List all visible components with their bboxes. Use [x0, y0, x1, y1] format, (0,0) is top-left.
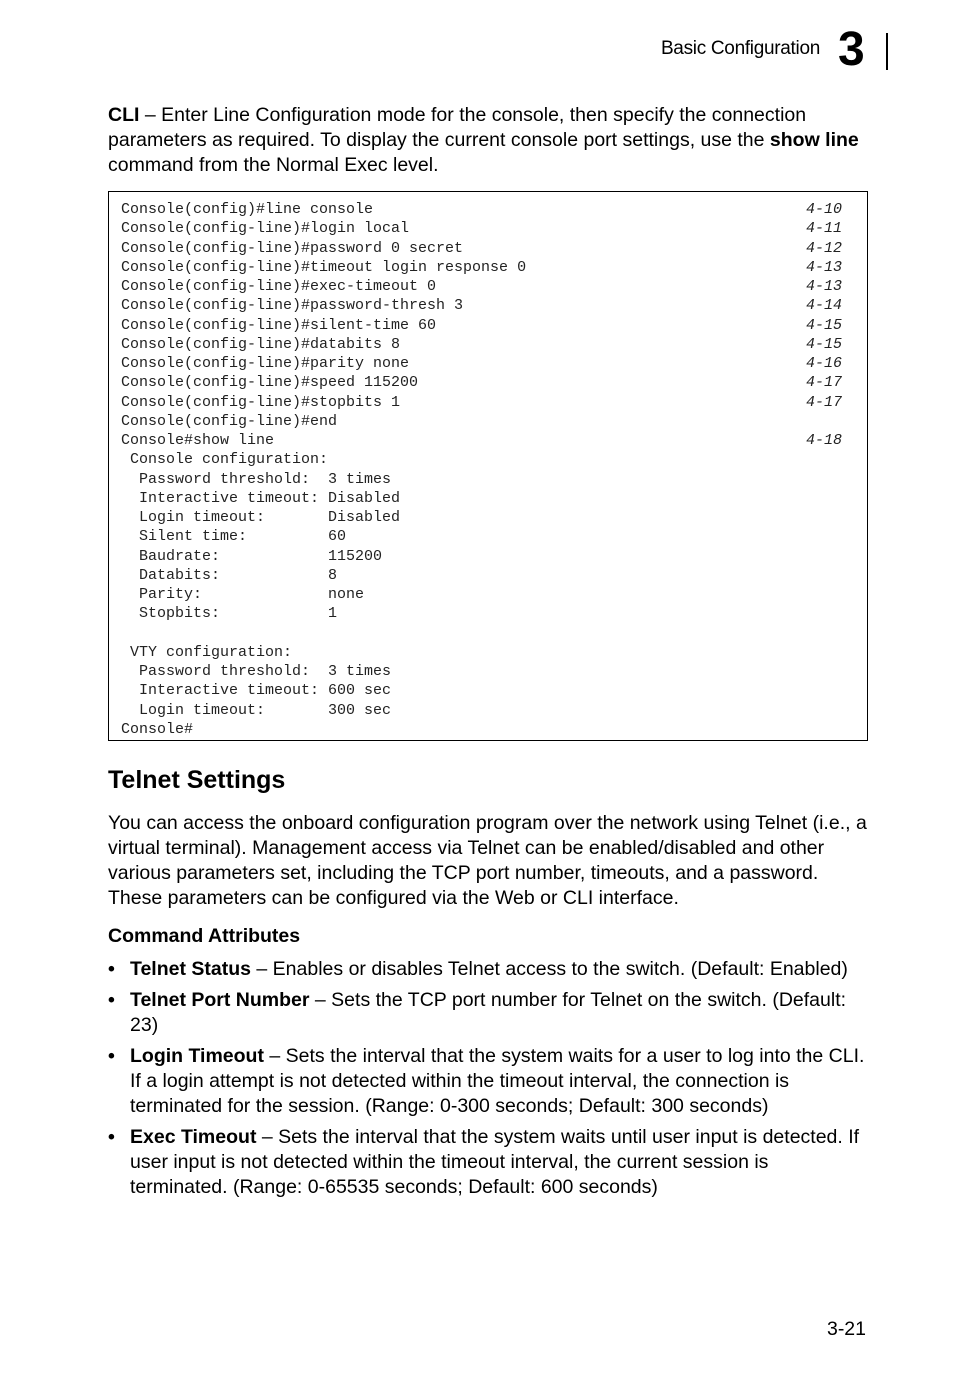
section-paragraph: You can access the onboard configuration program over the network using Telnet (i.e., a virtual terminal). Management access via Telnet can be enabled/disabled and other various parameters set, including the TCP port number, timeouts, and a password. These parameters can be configured via the Web or CLI interface.	[108, 812, 867, 909]
attribute-description: – Sets the interval that the system waits for a user to log into the CLI. If a login attempt is not detected within the timeout interval, the connection is terminated for the session. (Range: 0-300 seconds; Default: 300 seconds)	[130, 1045, 865, 1117]
code-line	[121, 566, 842, 585]
code-command: Password threshold: 3 times	[121, 470, 392, 488]
code-command: Console(config-line)#login local	[121, 220, 410, 238]
attribute-term: Telnet Status	[130, 958, 251, 980]
attribute-term: Telnet Port Number	[130, 989, 310, 1011]
code-command: Console(config-line)#databits 8	[121, 335, 401, 353]
code-line	[121, 720, 842, 739]
code-reference: 4-15	[805, 316, 842, 334]
chapter-number: 3	[838, 23, 865, 76]
code-command: Console configuration:	[121, 451, 329, 469]
code-reference: 4-13	[805, 258, 842, 276]
code-command: Console(config)#line console	[121, 201, 374, 218]
code-reference: 4-17	[805, 374, 842, 392]
list-item	[108, 1125, 868, 1200]
code-command: Silent time: 60	[121, 528, 347, 546]
code-command: Console#show line	[121, 432, 275, 449]
code-line	[121, 662, 842, 681]
intro-text-1: – Enter Line Configuration mode for the console, then specify the connection parameters as required. To display the current console port settings, use the	[108, 104, 807, 151]
code-line	[121, 200, 842, 219]
code-line	[121, 219, 842, 238]
attribute-description: – Enables or disables Telnet access to the switch. (Default: Enabled)	[251, 958, 848, 980]
code-line	[121, 239, 842, 258]
code-line	[121, 393, 842, 412]
code-command: Console(config-line)#password-thresh 3	[121, 297, 464, 315]
code-command: Interactive timeout: Disabled	[121, 489, 401, 507]
code-line	[121, 624, 842, 643]
code-line	[121, 604, 842, 623]
code-line	[121, 354, 842, 373]
code-command: Stopbits: 1	[121, 605, 338, 623]
attribute-term: Exec Timeout	[130, 1126, 257, 1148]
bullet-dot: •	[108, 989, 115, 1011]
code-line	[121, 585, 842, 604]
code-reference: 4-10	[805, 201, 842, 218]
chapter-rule	[886, 33, 888, 70]
bullet-dot: •	[108, 958, 115, 980]
code-command: Interactive timeout: 600 sec	[121, 682, 392, 700]
code-line	[121, 547, 842, 566]
code-line	[121, 316, 842, 335]
code-reference: 4-18	[805, 432, 842, 449]
cli-label: CLI	[108, 104, 140, 126]
code-command: Password threshold: 3 times	[121, 663, 392, 680]
code-reference: 4-14	[805, 297, 842, 315]
bullet-dot: •	[108, 1045, 115, 1067]
code-command: Console(config-line)#password 0 secret	[121, 239, 464, 257]
code-line	[121, 681, 842, 700]
code-reference: 4-12	[805, 239, 842, 257]
code-reference: 4-17	[805, 393, 842, 411]
intro-paragraph	[108, 103, 868, 178]
code-line	[121, 258, 842, 277]
list-item	[108, 1044, 868, 1119]
list-item	[108, 988, 868, 1038]
command-attributes-heading: Command Attributes	[108, 925, 301, 947]
code-command: Console(config-line)#stopbits 1	[121, 393, 401, 411]
code-line	[121, 450, 842, 469]
code-example-box	[108, 191, 868, 741]
show-line-command: show line	[769, 129, 859, 151]
code-line	[121, 643, 842, 662]
code-reference: 4-13	[805, 278, 842, 295]
code-command: Login timeout: Disabled	[121, 509, 401, 526]
page-number: 3-21	[826, 1318, 866, 1340]
code-reference: 4-11	[805, 220, 842, 238]
code-command: VTY configuration:	[121, 643, 293, 661]
code-line	[121, 527, 842, 546]
code-command: Parity: none	[121, 586, 365, 603]
code-command: Console(config-line)#speed 115200	[121, 374, 419, 392]
code-command: Console(config-line)#parity none	[121, 355, 410, 372]
attribute-list	[108, 957, 868, 1206]
code-command: Console(config-line)#exec-timeout 0	[121, 278, 437, 295]
code-command: Console(config-line)#timeout login response 0	[121, 258, 527, 276]
code-command: Console(config-line)#end	[121, 412, 338, 430]
code-line	[121, 277, 842, 296]
attribute-description: – Sets the TCP port number for Telnet on the switch. (Default: 23)	[130, 989, 847, 1036]
code-line	[121, 470, 842, 489]
list-item	[108, 957, 868, 982]
code-line	[121, 373, 842, 392]
code-reference: 4-16	[805, 355, 842, 372]
code-line	[121, 296, 842, 315]
code-reference: 4-15	[805, 335, 842, 353]
running-header-title: Basic Configuration	[660, 38, 820, 59]
code-command: Databits: 8	[121, 566, 338, 584]
section-title: Telnet Settings	[108, 766, 286, 794]
code-line	[121, 489, 842, 508]
attribute-description: – Sets the interval that the system waits until user input is detected. If user input is not detected within the timeout interval, the current session is terminated. (Range: 0-65535 seconds; Default: 600 seconds)	[130, 1126, 860, 1198]
code-line	[121, 508, 842, 527]
code-command: Console(config-line)#silent-time 60	[121, 316, 437, 334]
code-line	[121, 431, 842, 450]
code-line	[121, 335, 842, 354]
code-command: Baudrate: 115200	[121, 547, 383, 565]
bullet-dot: •	[108, 1126, 115, 1148]
code-command: Login timeout: 300 sec	[121, 701, 392, 719]
code-command: Console#	[121, 720, 194, 738]
code-line	[121, 701, 842, 720]
intro-text-2: command from the Normal Exec level.	[108, 154, 439, 176]
code-line	[121, 412, 842, 431]
attribute-term: Login Timeout	[130, 1045, 264, 1067]
